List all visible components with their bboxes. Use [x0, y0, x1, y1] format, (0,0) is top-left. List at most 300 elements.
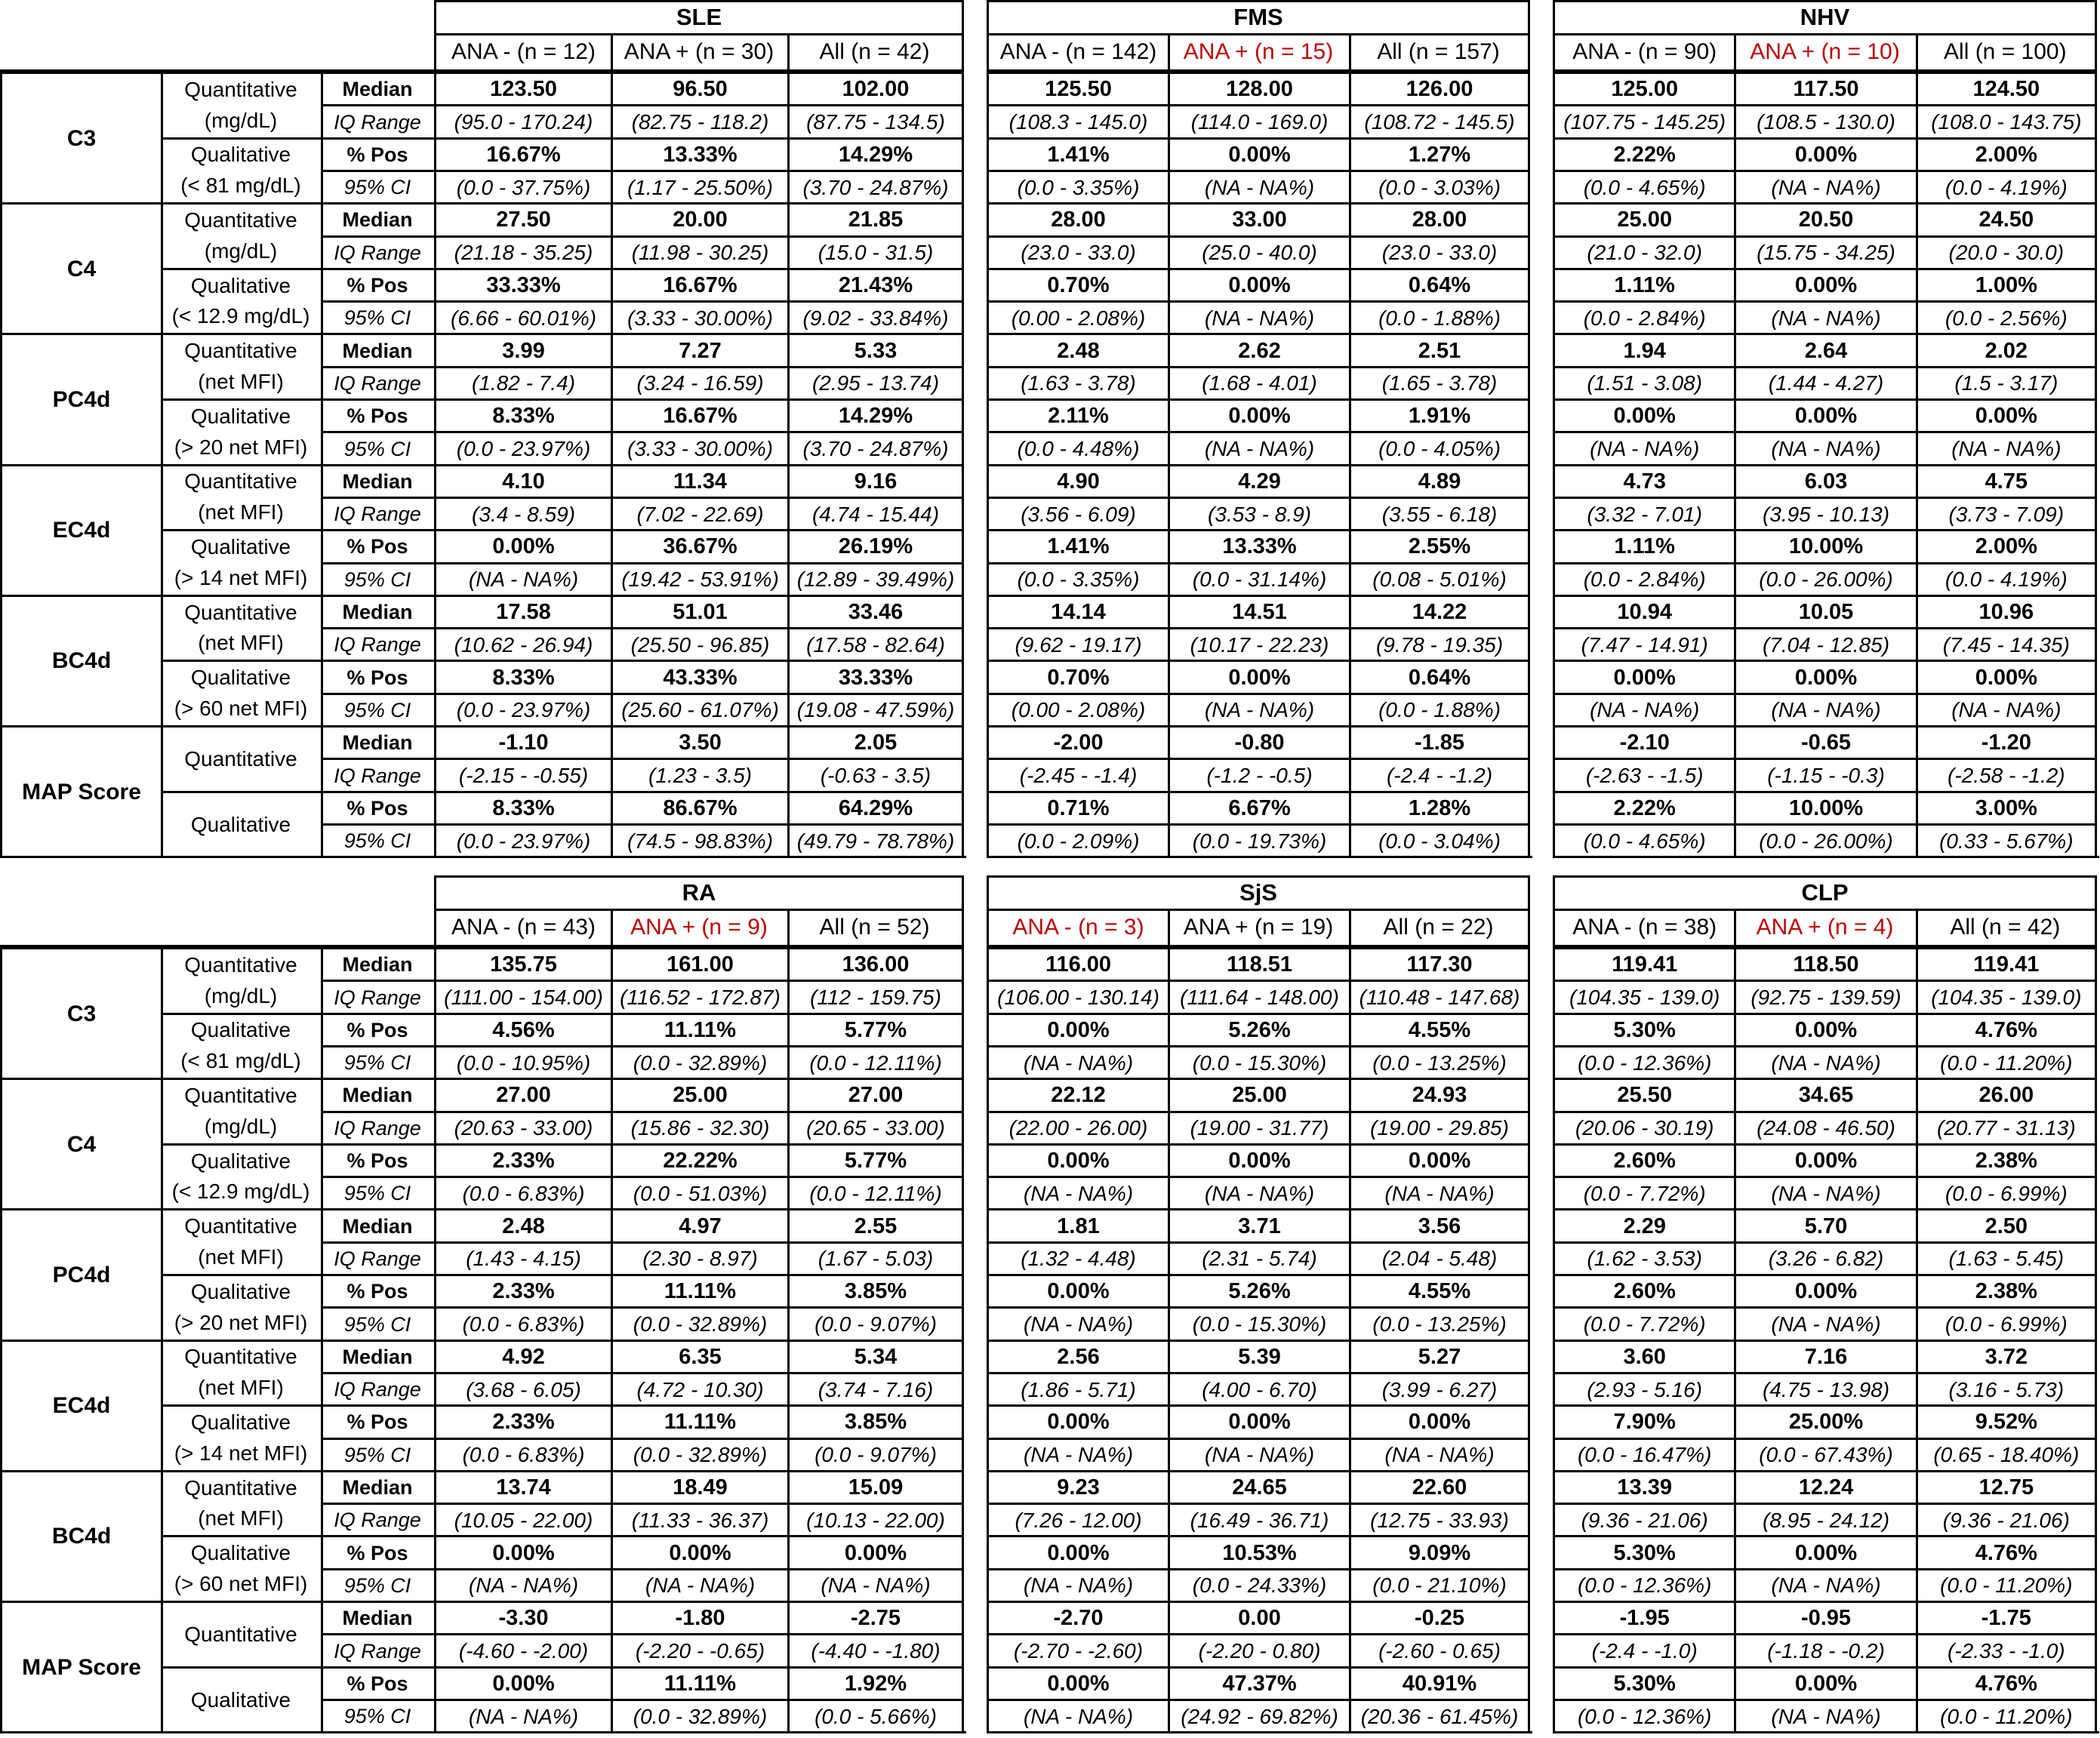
stat-label-interval: 95% CI: [321, 823, 436, 857]
value-cell: 1.91%: [1349, 398, 1530, 432]
stat-label-main: Median: [321, 72, 436, 106]
column-header: ANA + (n = 30): [611, 33, 790, 72]
value-cell: 28.00: [1349, 202, 1530, 236]
value-cell: 33.33%: [434, 268, 611, 302]
value-cell: 11.11%: [611, 1013, 787, 1047]
value-cell: (10.62 - 26.94): [434, 627, 611, 661]
value-cell: (0.0 - 6.83%): [434, 1176, 611, 1210]
value-cell: 0.00%: [1168, 1404, 1349, 1438]
value-cell: (1.65 - 3.78): [1349, 366, 1530, 400]
measure-type-label: Qualitative: [161, 1143, 323, 1177]
value-cell: 14.29%: [787, 137, 964, 171]
value-cell: (0.0 - 26.00%): [1734, 562, 1915, 596]
value-cell: 25.00: [1168, 1078, 1349, 1112]
value-cell: 117.50: [1734, 72, 1915, 106]
value-cell: 2.00%: [1916, 137, 2097, 171]
value-cell: 0.00%: [787, 1535, 964, 1569]
value-cell: 2.29: [1553, 1208, 1734, 1242]
value-cell: 0.00%: [987, 1404, 1168, 1438]
value-cell: (NA - NA%): [1734, 300, 1915, 334]
measure-unit-label: (net MFI): [161, 366, 323, 398]
marker-label: C3: [0, 72, 163, 205]
value-cell: (19.00 - 29.85): [1349, 1111, 1530, 1145]
value-cell: 10.00%: [1734, 529, 1915, 563]
value-cell: 5.33: [787, 333, 964, 367]
measure-type-label: Quantitative: [161, 202, 323, 236]
value-cell: (1.67 - 5.03): [787, 1241, 964, 1275]
value-cell: 4.56%: [434, 1013, 611, 1047]
value-cell: 5.30%: [1553, 1535, 1734, 1569]
column-rule: [321, 72, 323, 856]
value-cell: 43.33%: [611, 660, 787, 694]
value-cell: 124.50: [1916, 72, 2097, 106]
value-cell: 0.00%: [1734, 1013, 1915, 1047]
value-cell: (3.70 - 24.87%): [787, 431, 964, 465]
column-header: ANA - (n = 3): [987, 909, 1170, 947]
stat-label-interval: 95% CI: [321, 1438, 436, 1472]
value-cell: (NA - NA%): [987, 1306, 1168, 1340]
value-cell: (0.0 - 31.14%): [1168, 562, 1349, 596]
value-cell: (-2.58 - -1.2): [1916, 758, 2097, 792]
value-cell: 96.50: [611, 72, 787, 106]
column-header: All (n = 52): [787, 909, 964, 947]
stat-label-main: % Pos: [321, 791, 436, 825]
stat-label-interval: IQ Range: [321, 1241, 436, 1275]
value-cell: 11.11%: [611, 1404, 787, 1438]
value-cell: 3.60: [1553, 1340, 1734, 1373]
value-cell: 2.50: [1916, 1208, 2097, 1242]
value-cell: 118.50: [1734, 947, 1915, 981]
value-cell: 25.00: [1553, 202, 1734, 236]
value-cell: (1.63 - 3.78): [987, 366, 1168, 400]
value-cell: (15.0 - 31.5): [787, 235, 964, 269]
value-cell: 2.11%: [987, 398, 1168, 432]
value-cell: (0.0 - 67.43%): [1734, 1438, 1915, 1472]
value-cell: (7.26 - 12.00): [987, 1503, 1168, 1537]
value-cell: 20.50: [1734, 202, 1915, 236]
value-cell: (19.00 - 31.77): [1168, 1111, 1349, 1145]
value-cell: 4.55%: [1349, 1013, 1530, 1047]
measure-type-label: Quantitative: [161, 1340, 323, 1373]
value-cell: (0.00 - 2.08%): [987, 300, 1168, 334]
marker-label: MAP Score: [0, 725, 163, 858]
value-cell: (0.08 - 5.01%): [1349, 562, 1530, 596]
value-cell: (3.33 - 30.00%): [611, 300, 787, 334]
measure-type-label: Qualitative: [161, 529, 323, 563]
column-rule: [0, 69, 436, 72]
value-cell: (0.0 - 10.95%): [434, 1045, 611, 1079]
measure-type-label: Qualitative: [161, 137, 323, 171]
measure-unit-label: (net MFI): [161, 627, 323, 660]
value-cell: (0.0 - 9.07%): [787, 1306, 964, 1340]
column-header: ANA + (n = 15): [1168, 33, 1351, 72]
stat-label-interval: 95% CI: [321, 1176, 436, 1210]
value-cell: (1.63 - 5.45): [1916, 1241, 2097, 1275]
value-cell: 0.00%: [987, 1274, 1168, 1308]
value-cell: (0.0 - 24.33%): [1168, 1568, 1349, 1602]
stat-label-interval: IQ Range: [321, 497, 436, 531]
measure-type-label: Qualitative: [161, 791, 323, 858]
value-cell: (25.50 - 96.85): [611, 627, 787, 661]
table-bottom-rule: [0, 1731, 434, 1733]
value-cell: 0.00%: [1168, 137, 1349, 171]
value-cell: 0.00%: [1734, 660, 1915, 694]
value-cell: (-2.45 - -1.4): [987, 758, 1168, 792]
value-cell: (0.0 - 2.09%): [987, 823, 1168, 857]
value-cell: 1.81: [987, 1208, 1168, 1242]
value-cell: 14.22: [1349, 595, 1530, 629]
value-cell: (20.77 - 31.13): [1916, 1111, 2097, 1145]
value-cell: (9.62 - 19.17): [987, 627, 1168, 661]
value-cell: 2.38%: [1916, 1143, 2097, 1177]
measure-unit-label: (> 60 net MFI): [161, 1568, 323, 1601]
value-cell: (0.0 - 11.20%): [1916, 1699, 2097, 1733]
value-cell: -2.70: [987, 1601, 1168, 1635]
measure-type-label: Quantitative: [161, 1078, 323, 1112]
measure-type-label: Quantitative: [161, 1208, 323, 1242]
group-header-nhv: NHV: [1553, 0, 2097, 35]
stat-label-main: Median: [321, 595, 436, 629]
value-cell: 27.00: [787, 1078, 964, 1112]
value-cell: (110.48 - 147.68): [1349, 980, 1530, 1014]
value-cell: -1.80: [611, 1601, 787, 1635]
value-cell: (-0.63 - 3.5): [787, 758, 964, 792]
value-cell: (NA - NA%): [1168, 170, 1349, 204]
value-cell: 0.70%: [987, 268, 1168, 302]
value-cell: (0.0 - 6.83%): [434, 1306, 611, 1340]
value-cell: (106.00 - 130.14): [987, 980, 1168, 1014]
value-cell: 25.50: [1553, 1078, 1734, 1112]
value-cell: (107.75 - 145.25): [1553, 104, 1734, 138]
value-cell: (2.31 - 5.74): [1168, 1241, 1349, 1275]
value-cell: (-1.15 - -0.3): [1734, 758, 1915, 792]
value-cell: (108.3 - 145.0): [987, 104, 1168, 138]
value-cell: (0.0 - 15.30%): [1168, 1306, 1349, 1340]
value-cell: (0.0 - 2.84%): [1553, 562, 1734, 596]
value-cell: (3.4 - 8.59): [434, 497, 611, 531]
group-header-sle: SLE: [434, 0, 964, 35]
value-cell: (12.75 - 33.93): [1349, 1503, 1530, 1537]
value-cell: (15.86 - 32.30): [611, 1111, 787, 1145]
marker-label: PC4d: [0, 1208, 163, 1341]
value-cell: 3.56: [1349, 1208, 1530, 1242]
value-cell: (87.75 - 134.5): [787, 104, 964, 138]
value-cell: 128.00: [1168, 72, 1349, 106]
value-cell: 16.67%: [434, 137, 611, 171]
value-cell: (104.35 - 139.0): [1916, 980, 2097, 1014]
value-cell: (NA - NA%): [434, 1568, 611, 1602]
value-cell: 0.00%: [987, 1666, 1168, 1700]
value-cell: (108.0 - 143.75): [1916, 104, 2097, 138]
value-cell: (23.0 - 33.0): [1349, 235, 1530, 269]
value-cell: 8.33%: [434, 791, 611, 825]
value-cell: (-2.60 - 0.65): [1349, 1633, 1530, 1667]
stat-label-interval: 95% CI: [321, 1045, 436, 1079]
stat-label-main: Median: [321, 1340, 436, 1373]
value-cell: (116.52 - 172.87): [611, 980, 787, 1014]
value-cell: 28.00: [987, 202, 1168, 236]
measure-unit-label: (net MFI): [161, 497, 323, 529]
marker-label: EC4d: [0, 464, 163, 597]
value-cell: (3.95 - 10.13): [1734, 497, 1915, 531]
value-cell: (0.0 - 2.84%): [1553, 300, 1734, 334]
value-cell: 0.00%: [1916, 660, 2097, 694]
value-cell: 17.58: [434, 595, 611, 629]
value-cell: (0.0 - 2.56%): [1916, 300, 2097, 334]
value-cell: (0.00 - 2.08%): [987, 693, 1168, 727]
value-cell: 5.77%: [787, 1143, 964, 1177]
value-cell: (0.0 - 12.36%): [1553, 1568, 1734, 1602]
value-cell: (0.0 - 4.65%): [1553, 823, 1734, 857]
value-cell: (0.0 - 1.88%): [1349, 693, 1530, 727]
stat-label-main: Median: [321, 1470, 436, 1504]
value-cell: 26.19%: [787, 529, 964, 563]
value-cell: 16.67%: [611, 268, 787, 302]
value-cell: 34.65: [1734, 1078, 1915, 1112]
value-cell: 2.33%: [434, 1404, 611, 1438]
value-cell: 3.00%: [1916, 791, 2097, 825]
value-cell: (74.5 - 98.83%): [611, 823, 787, 857]
value-cell: 4.55%: [1349, 1274, 1530, 1308]
stat-label-interval: IQ Range: [321, 1633, 436, 1667]
table-bottom-rule: [434, 1731, 966, 1733]
value-cell: 2.38%: [1916, 1274, 2097, 1308]
stat-label-main: Median: [321, 1208, 436, 1242]
value-cell: 4.90: [987, 464, 1168, 498]
value-cell: (19.08 - 47.59%): [787, 693, 964, 727]
marker-label: C3: [0, 947, 163, 1080]
column-rule: [161, 72, 163, 856]
stat-label-main: % Pos: [321, 529, 436, 563]
value-cell: 0.00%: [987, 1143, 1168, 1177]
value-cell: 86.67%: [611, 791, 787, 825]
value-cell: (NA - NA%): [1734, 693, 1915, 727]
stat-label-main: % Pos: [321, 1666, 436, 1700]
value-cell: (0.0 - 19.73%): [1168, 823, 1349, 857]
value-cell: 4.97: [611, 1208, 787, 1242]
value-cell: (104.35 - 139.0): [1553, 980, 1734, 1014]
measure-type-label: Qualitative: [161, 1013, 323, 1047]
value-cell: 11.34: [611, 464, 787, 498]
column-header: ANA + (n = 9): [611, 909, 790, 947]
value-cell: 0.71%: [987, 791, 1168, 825]
value-cell: (21.18 - 35.25): [434, 235, 611, 269]
value-cell: (NA - NA%): [1734, 1045, 1915, 1079]
value-cell: (0.0 - 32.89%): [611, 1045, 787, 1079]
value-cell: (NA - NA%): [1734, 431, 1915, 465]
value-cell: 119.41: [1553, 947, 1734, 981]
stat-label-interval: 95% CI: [321, 562, 436, 596]
value-cell: (NA - NA%): [1734, 1176, 1915, 1210]
value-cell: 4.76%: [1916, 1013, 2097, 1047]
value-cell: 2.05: [787, 725, 964, 759]
value-cell: (1.44 - 4.27): [1734, 366, 1915, 400]
stat-label-interval: IQ Range: [321, 104, 436, 138]
value-cell: 11.11%: [611, 1274, 787, 1308]
value-cell: (0.0 - 3.35%): [987, 562, 1168, 596]
value-cell: 26.00: [1916, 1078, 2097, 1112]
value-cell: 0.00%: [987, 1535, 1168, 1569]
value-cell: (19.42 - 53.91%): [611, 562, 787, 596]
value-cell: (NA - NA%): [1916, 693, 2097, 727]
value-cell: (1.62 - 3.53): [1553, 1241, 1734, 1275]
value-cell: 2.64: [1734, 333, 1915, 367]
value-cell: 18.49: [611, 1470, 787, 1504]
value-cell: (1.68 - 4.01): [1168, 366, 1349, 400]
stat-label-main: % Pos: [321, 1143, 436, 1177]
value-cell: 1.94: [1553, 333, 1734, 367]
value-cell: (NA - NA%): [987, 1176, 1168, 1210]
value-cell: (0.33 - 5.67%): [1916, 823, 2097, 857]
value-cell: (11.98 - 30.25): [611, 235, 787, 269]
value-cell: (-2.20 - 0.80): [1168, 1633, 1349, 1667]
stat-label-interval: 95% CI: [321, 300, 436, 334]
value-cell: (8.95 - 24.12): [1734, 1503, 1915, 1537]
column-header: All (n = 42): [787, 33, 964, 72]
value-cell: 4.75: [1916, 464, 2097, 498]
value-cell: (20.63 - 33.00): [434, 1111, 611, 1145]
value-cell: 2.22%: [1553, 791, 1734, 825]
value-cell: 10.53%: [1168, 1535, 1349, 1569]
value-cell: (NA - NA%): [434, 1699, 611, 1733]
measure-type-label: Quantitative: [161, 72, 323, 106]
value-cell: (3.99 - 6.27): [1349, 1372, 1530, 1406]
value-cell: (0.0 - 37.75%): [434, 170, 611, 204]
value-cell: (25.0 - 40.0): [1168, 235, 1349, 269]
stat-label-main: % Pos: [321, 1274, 436, 1308]
value-cell: 3.85%: [787, 1404, 964, 1438]
value-cell: 5.27: [1349, 1340, 1530, 1373]
value-cell: (0.0 - 9.07%): [787, 1438, 964, 1472]
value-cell: 14.29%: [787, 398, 964, 432]
value-cell: 2.48: [987, 333, 1168, 367]
measure-type-label: Quantitative: [161, 725, 323, 792]
stat-label-main: Median: [321, 1601, 436, 1635]
column-header: ANA + (n = 19): [1168, 909, 1351, 947]
value-cell: (-2.70 - -2.60): [987, 1633, 1168, 1667]
value-cell: 4.92: [434, 1340, 611, 1373]
value-cell: (-2.20 - -0.65): [611, 1633, 787, 1667]
value-cell: 5.30%: [1553, 1013, 1734, 1047]
value-cell: 8.33%: [434, 660, 611, 694]
value-cell: (NA - NA%): [1168, 1176, 1349, 1210]
value-cell: (-2.4 - -1.0): [1553, 1633, 1734, 1667]
measure-type-label: Qualitative: [161, 1666, 323, 1733]
measure-type-label: Qualitative: [161, 1274, 323, 1308]
value-cell: (0.0 - 3.35%): [987, 170, 1168, 204]
measure-unit-label: (< 12.9 mg/dL): [161, 300, 323, 333]
value-cell: 0.00%: [987, 1013, 1168, 1047]
value-cell: (0.0 - 12.36%): [1553, 1045, 1734, 1079]
measure-unit-label: (> 14 net MFI): [161, 562, 323, 595]
value-cell: (16.49 - 36.71): [1168, 1503, 1349, 1537]
value-cell: 0.00%: [1168, 268, 1349, 302]
value-cell: (0.0 - 5.66%): [787, 1699, 964, 1733]
value-cell: (0.0 - 4.19%): [1916, 170, 2097, 204]
value-cell: 21.85: [787, 202, 964, 236]
group-header-ra: RA: [434, 875, 964, 911]
value-cell: (0.0 - 6.83%): [434, 1438, 611, 1472]
measure-unit-label: (< 81 mg/dL): [161, 1045, 323, 1078]
value-cell: 2.22%: [1553, 137, 1734, 171]
measure-unit-label: (< 81 mg/dL): [161, 170, 323, 202]
value-cell: (0.0 - 6.99%): [1916, 1176, 2097, 1210]
value-cell: (0.0 - 4.65%): [1553, 170, 1734, 204]
value-cell: (NA - NA%): [1168, 431, 1349, 465]
value-cell: (108.5 - 130.0): [1734, 104, 1915, 138]
value-cell: (-1.2 - -0.5): [1168, 758, 1349, 792]
value-cell: (NA - NA%): [1553, 693, 1734, 727]
value-cell: 36.67%: [611, 529, 787, 563]
stat-label-interval: IQ Range: [321, 1372, 436, 1406]
value-cell: (0.0 - 13.25%): [1349, 1306, 1530, 1340]
value-cell: 13.74: [434, 1470, 611, 1504]
value-cell: (-2.63 - -1.5): [1553, 758, 1734, 792]
value-cell: -0.25: [1349, 1601, 1530, 1635]
value-cell: (20.65 - 33.00): [787, 1111, 964, 1145]
value-cell: -1.10: [434, 725, 611, 759]
value-cell: 1.41%: [987, 529, 1168, 563]
value-cell: 2.51: [1349, 333, 1530, 367]
value-cell: 0.00%: [1734, 137, 1915, 171]
measure-type-label: Quantitative: [161, 595, 323, 629]
value-cell: (0.0 - 4.48%): [987, 431, 1168, 465]
value-cell: 27.00: [434, 1078, 611, 1112]
column-rule: [434, 72, 436, 856]
value-cell: 0.64%: [1349, 268, 1530, 302]
value-cell: (NA - NA%): [987, 1045, 1168, 1079]
stat-label-main: % Pos: [321, 1535, 436, 1569]
value-cell: (4.00 - 6.70): [1168, 1372, 1349, 1406]
value-cell: 0.64%: [1349, 660, 1530, 694]
value-cell: 10.00%: [1734, 791, 1915, 825]
value-cell: (11.33 - 36.37): [611, 1503, 787, 1537]
value-cell: (2.30 - 8.97): [611, 1241, 787, 1275]
value-cell: 135.75: [434, 947, 611, 981]
value-cell: 0.00%: [1553, 398, 1734, 432]
value-cell: (0.0 - 32.89%): [611, 1438, 787, 1472]
value-cell: (24.92 - 69.82%): [1168, 1699, 1349, 1733]
value-cell: 2.02: [1916, 333, 2097, 367]
stat-label-interval: 95% CI: [321, 1568, 436, 1602]
value-cell: (24.08 - 46.50): [1734, 1111, 1915, 1145]
column-rule: [161, 947, 163, 1731]
value-cell: 2.55%: [1349, 529, 1530, 563]
value-cell: (-2.15 - -0.55): [434, 758, 611, 792]
value-cell: (3.16 - 5.73): [1916, 1372, 2097, 1406]
value-cell: 4.76%: [1916, 1535, 2097, 1569]
stat-label-main: % Pos: [321, 1013, 436, 1047]
value-cell: 27.50: [434, 202, 611, 236]
value-cell: 24.93: [1349, 1078, 1530, 1112]
value-cell: (95.0 - 170.24): [434, 104, 611, 138]
value-cell: (23.0 - 33.0): [987, 235, 1168, 269]
measure-unit-label: (> 60 net MFI): [161, 693, 323, 725]
value-cell: 1.11%: [1553, 529, 1734, 563]
value-cell: 2.55: [787, 1208, 964, 1242]
value-cell: 14.14: [987, 595, 1168, 629]
stat-label-interval: IQ Range: [321, 627, 436, 661]
value-cell: (20.06 - 30.19): [1553, 1111, 1734, 1145]
value-cell: 123.50: [434, 72, 611, 106]
table-bottom-rule: [987, 1731, 1532, 1733]
measure-type-label: Quantitative: [161, 947, 323, 981]
value-cell: 20.00: [611, 202, 787, 236]
value-cell: (9.36 - 21.06): [1916, 1503, 2097, 1537]
measure-unit-label: (> 20 net MFI): [161, 1306, 323, 1339]
value-cell: -2.00: [987, 725, 1168, 759]
value-cell: (2.04 - 5.48): [1349, 1241, 1530, 1275]
